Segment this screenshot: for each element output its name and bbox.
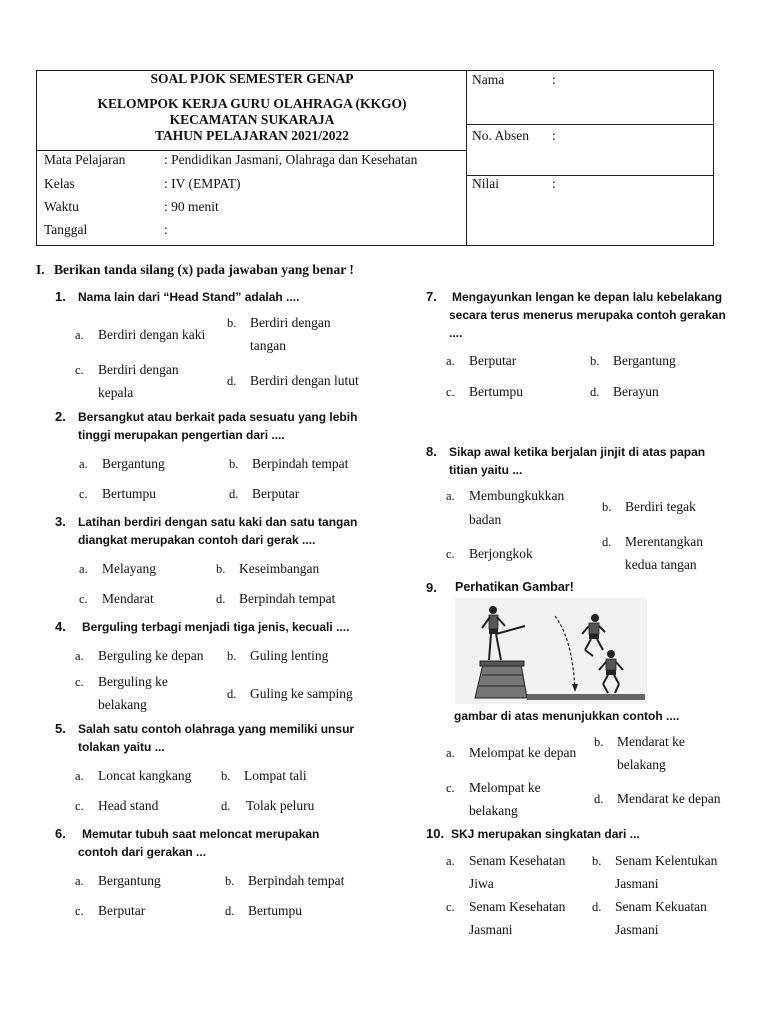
vaulting-box [475, 661, 527, 698]
organization-title: KELOMPOK KERJA GURU OLAHRAGA (KKGO) [97, 96, 407, 111]
question-number: 3. [55, 514, 66, 529]
question-number: 1. [55, 289, 66, 304]
option-text[interactable]: Melompat ke depan [469, 745, 577, 760]
option-letter[interactable]: b. [227, 316, 237, 330]
option-letter[interactable]: d. [221, 799, 231, 813]
question-text: Latihan berdiri dengan satu kaki dan satu tangan [78, 515, 358, 529]
option-letter[interactable]: a. [446, 854, 455, 868]
option-letter[interactable]: a. [446, 354, 455, 368]
info-value: : Pendidikan Jasmani, Olahraga dan Kesehatan [164, 152, 418, 167]
option-letter[interactable]: a. [446, 746, 455, 760]
option-text[interactable]: Bertumpu [248, 903, 302, 918]
info-value: : [164, 222, 168, 237]
question-number: 7. [426, 289, 437, 304]
option-letter[interactable]: b. [594, 735, 604, 749]
option-letter[interactable]: d. [592, 900, 602, 914]
option-letter[interactable]: b. [592, 854, 602, 868]
option-text[interactable]: Bergantung [98, 873, 161, 888]
option-text[interactable]: Senam Kesehatan [469, 853, 566, 868]
option-text[interactable]: Mendarat ke depan [617, 791, 721, 806]
option-text[interactable]: Lompat tali [244, 768, 307, 783]
info-value: : 90 menit [164, 199, 219, 214]
option-text[interactable]: Mendarat [102, 591, 154, 606]
option-text[interactable]: Guling lenting [250, 648, 329, 663]
option-letter[interactable]: c. [446, 900, 455, 914]
option-text[interactable]: Mendarat ke [617, 734, 685, 749]
option-text[interactable]: Berjongkok [469, 546, 533, 561]
district-title: KECAMATAN SUKARAJA [169, 112, 335, 127]
question-text: Berguling terbagi menjadi tiga jenis, kecuali .... [82, 620, 350, 634]
option-text[interactable]: Melayang [102, 561, 156, 576]
question-number: 8. [426, 444, 437, 459]
option-letter[interactable]: a. [75, 328, 84, 342]
info-label: Tanggal [44, 222, 88, 237]
option-text[interactable]: Bergantung [102, 456, 165, 471]
question-text: Perhatikan Gambar! [455, 580, 574, 594]
question-text: Salah satu contoh olahraga yang memiliki unsur [78, 722, 355, 736]
question-number: 2. [55, 409, 66, 424]
option-text[interactable]: belakang [98, 697, 147, 712]
option-letter[interactable]: a. [79, 457, 88, 471]
option-text[interactable]: Jasmani [469, 922, 513, 937]
option-text[interactable]: Berpindah tempat [248, 873, 345, 888]
option-text[interactable]: Guling ke samping [250, 686, 353, 701]
name-label: Nama [472, 72, 505, 87]
option-text[interactable]: tangan [250, 338, 286, 353]
score-field[interactable]: : [552, 176, 556, 191]
option-text[interactable]: Keseimbangan [239, 561, 320, 576]
question-number: 9. [426, 580, 437, 595]
section-instruction: Berikan tanda silang (x) pada jawaban yang benar ! [54, 262, 354, 277]
option-text[interactable]: Berdiri tegak [625, 499, 696, 514]
option-letter[interactable]: b. [229, 457, 239, 471]
option-text[interactable]: Berdiri dengan kaki [98, 327, 206, 342]
question-followup: gambar di atas menunjukkan contoh .... [454, 709, 680, 723]
option-letter[interactable]: c. [75, 675, 84, 689]
jumping-illustration [455, 598, 647, 704]
option-text[interactable]: Bergantung [613, 353, 676, 368]
question-number: 6. [55, 826, 66, 841]
option-text[interactable]: Head stand [98, 798, 159, 813]
option-letter[interactable]: b. [225, 874, 235, 888]
option-text[interactable]: Berpindah tempat [252, 456, 349, 471]
option-letter[interactable]: b. [602, 500, 612, 514]
name-field[interactable]: : [552, 72, 556, 87]
absent-number-field[interactable]: : [552, 128, 556, 143]
option-text[interactable]: Berputar [252, 486, 300, 501]
option-text[interactable]: Melompat ke [469, 780, 541, 795]
option-letter[interactable]: d. [594, 792, 604, 806]
question-number: 4. [55, 619, 66, 634]
option-text[interactable]: Tolak peluru [246, 798, 315, 813]
option-letter[interactable]: a. [75, 649, 84, 663]
option-text[interactable]: belakang [617, 757, 666, 772]
question-text: tolakan yaitu ... [78, 740, 165, 754]
option-text[interactable]: Berdiri dengan [98, 362, 179, 377]
option-text[interactable]: Berguling ke [98, 674, 168, 689]
option-text[interactable]: Berpindah tempat [239, 591, 336, 606]
question-number: 5. [55, 721, 66, 736]
option-text[interactable]: kedua tangan [625, 557, 697, 572]
question-text: diangkat merupakan contoh dari gerak .... [78, 533, 316, 547]
option-text[interactable]: belakang [469, 803, 518, 818]
exam-title: SOAL PJOK SEMESTER GENAP [150, 71, 354, 86]
option-letter[interactable]: c. [75, 904, 84, 918]
option-letter[interactable]: d. [227, 687, 237, 701]
option-letter[interactable]: d. [590, 385, 600, 399]
option-letter[interactable]: b. [221, 769, 231, 783]
option-letter[interactable]: c. [79, 487, 88, 501]
option-text[interactable]: Berdiri dengan [250, 315, 331, 330]
option-text[interactable]: Bertumpu [102, 486, 156, 501]
option-letter[interactable]: a. [75, 874, 84, 888]
option-text[interactable]: Senam Kesehatan [469, 899, 566, 914]
option-text[interactable]: Jiwa [469, 876, 494, 891]
option-text[interactable]: Senam Kekuatan [615, 899, 707, 914]
question-text: Memutar tubuh saat meloncat merupakan [82, 827, 320, 841]
option-letter[interactable]: c. [446, 385, 455, 399]
question-text: secara terus menerus merupaka contoh gerakan [449, 308, 726, 322]
option-letter[interactable]: a. [446, 489, 455, 503]
section-number: I. [36, 262, 45, 277]
option-letter[interactable]: d. [225, 904, 235, 918]
info-label: Kelas [44, 176, 75, 191]
option-letter[interactable]: c. [79, 592, 88, 606]
info-label: Mata Pelajaran [44, 152, 126, 167]
option-letter[interactable]: a. [79, 562, 88, 576]
option-text[interactable]: Jasmani [615, 876, 659, 891]
info-label: Waktu [44, 199, 79, 214]
option-letter[interactable]: c. [446, 547, 455, 561]
option-text[interactable]: Berguling ke depan [98, 648, 204, 663]
option-letter[interactable]: d. [229, 487, 239, 501]
option-text[interactable]: kepala [98, 385, 134, 400]
option-text[interactable]: Membungkukkan [469, 488, 565, 503]
option-text[interactable]: badan [469, 512, 502, 527]
option-text[interactable]: Berayun [613, 384, 659, 399]
option-letter[interactable]: d. [227, 374, 237, 388]
landing-mat [527, 694, 645, 700]
option-letter[interactable]: d. [602, 535, 612, 549]
question-text: Bersangkut atau berkait pada sesuatu yang lebih [78, 410, 358, 424]
option-letter[interactable]: b. [590, 354, 600, 368]
info-value: : IV (EMPAT) [164, 176, 241, 191]
question-text: contoh dari gerakan ... [78, 845, 207, 859]
option-letter[interactable]: a. [75, 769, 84, 783]
question-number: 10. [426, 826, 445, 841]
option-letter[interactable]: b. [216, 562, 226, 576]
option-text[interactable]: Berdiri dengan lutut [250, 373, 359, 388]
option-text[interactable]: Berputar [469, 353, 517, 368]
option-letter[interactable]: d. [216, 592, 226, 606]
score-label: Nilai [472, 176, 499, 191]
question-text: tinggi merupakan pengertian dari .... [78, 428, 285, 442]
question-text: SKJ merupakan singkatan dari ... [451, 827, 640, 841]
school-year-title: TAHUN PELAJARAN 2021/2022 [154, 128, 349, 143]
option-text[interactable]: Bertumpu [469, 384, 523, 399]
option-letter[interactable]: c. [75, 799, 84, 813]
option-text[interactable]: Jasmani [615, 922, 659, 937]
option-text[interactable]: Berputar [98, 903, 146, 918]
absent-number-label: No. Absen [472, 128, 529, 143]
question-text: Sikap awal ketika berjalan jinjit di atas papan [449, 445, 706, 459]
option-text[interactable]: Merentangkan [625, 534, 703, 549]
option-text[interactable]: Senam Kelentukan [615, 853, 718, 868]
option-letter[interactable]: c. [75, 363, 84, 377]
question-text: .... [449, 326, 463, 340]
question-text: titian yaitu ... [449, 463, 523, 477]
option-letter[interactable]: c. [446, 781, 455, 795]
question-text: Nama lain dari “Head Stand” adalah .... [78, 290, 300, 304]
question-text: Mengayunkan lengan ke depan lalu kebelakang [452, 290, 723, 304]
option-letter[interactable]: b. [227, 649, 237, 663]
option-text[interactable]: Loncat kangkang [98, 768, 192, 783]
